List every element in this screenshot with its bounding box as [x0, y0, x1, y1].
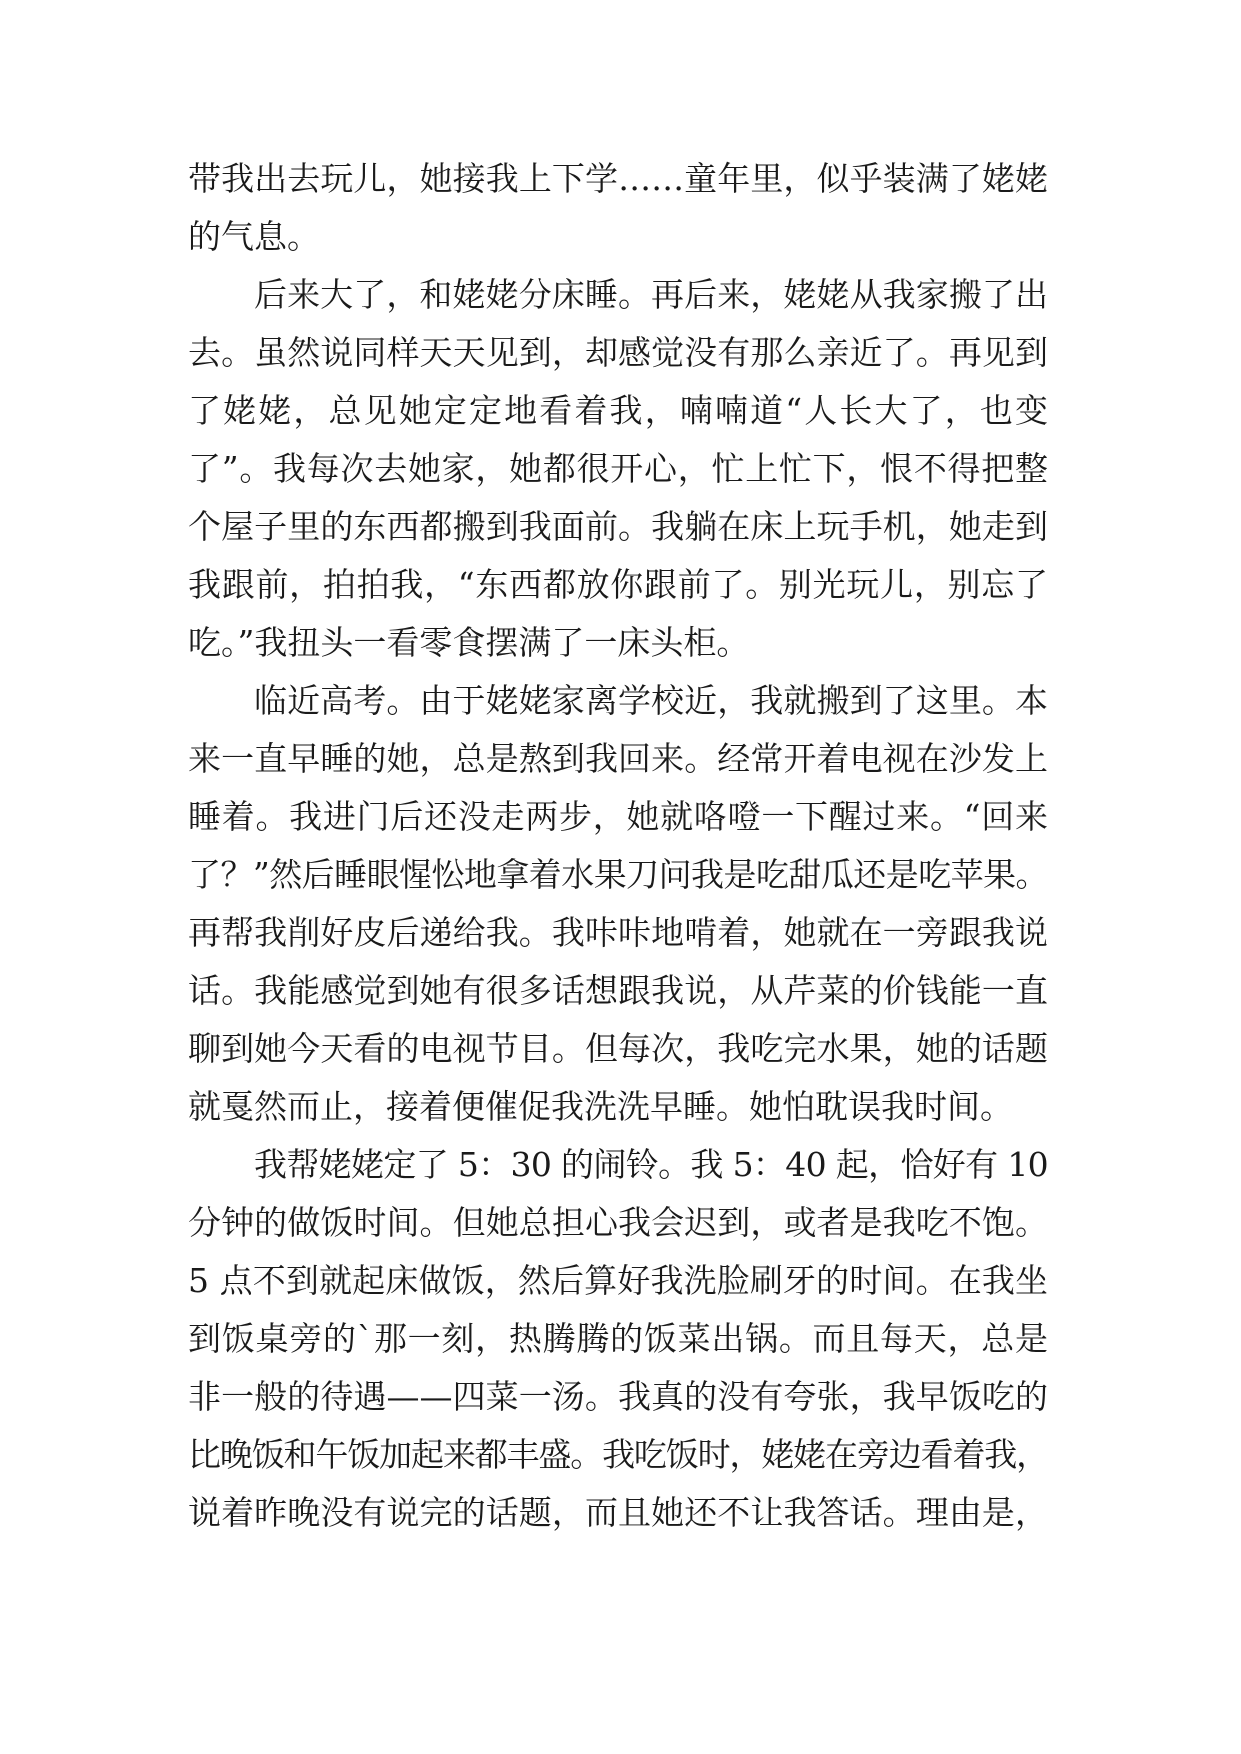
text-line: 说着昨晚没有说完的话题，而且她还不让我答话。理由是， [188, 1493, 1048, 1532]
text-line: 再帮我削好皮后递给我。我咔咔地啃着，她就在一旁跟我说 [188, 913, 1048, 952]
text-line: 到饭桌旁的`那一刻，热腾腾的饭菜出锅。而且每天，总是 [188, 1319, 1048, 1358]
text-line: 分钟的做饭时间。但她总担心我会迟到，或者是我吃不饱。 [188, 1203, 1048, 1242]
text-line: 了姥姥，总见她定定地看着我，喃喃道“人长大了，也变 [188, 391, 1048, 430]
paragraph-first-line: 临近高考。由于姥姥家离学校近，我就搬到了这里。本 [254, 681, 1048, 720]
paragraph-first-line: 后来大了，和姥姥分床睡。再后来，姥姥从我家搬了出 [254, 275, 1048, 314]
text-line: 了？”然后睡眼惺忪地拿着水果刀问我是吃甜瓜还是吃苹果。 [188, 855, 1048, 894]
text-line: 比晚饭和午饭加起来都丰盛。我吃饭时，姥姥在旁边看着我， [188, 1435, 1048, 1474]
text-line: 就戛然而止，接着便催促我洗洗早睡。她怕耽误我时间。 [188, 1087, 1013, 1126]
text-line: 非一般的待遇——四菜一汤。我真的没有夸张，我早饭吃的 [188, 1377, 1048, 1416]
text-line: 我跟前，拍拍我，“东西都放你跟前了。别光玩儿，别忘了 [188, 565, 1048, 604]
text-line: 去。虽然说同样天天见到，却感觉没有那么亲近了。再见到 [188, 333, 1048, 372]
text-line: 带我出去玩儿，她接我上下学……童年里，似乎装满了姥姥 [188, 159, 1048, 198]
text-line: 5 点不到就起床做饭，然后算好我洗脸刷牙的时间。在我坐 [188, 1261, 1048, 1300]
text-line: 的气息。 [188, 217, 320, 256]
paragraph-first-line: 我帮姥姥定了 5：30 的闹铃。我 5：40 起，恰好有 10 [254, 1145, 1048, 1184]
text-line: 了”。我每次去她家，她都很开心，忙上忙下，恨不得把整 [188, 449, 1048, 488]
text-line: 睡着。我进门后还没走两步，她就咯噔一下醒过来。“回来 [188, 797, 1048, 836]
text-line: 来一直早睡的她，总是熬到我回来。经常开着电视在沙发上 [188, 739, 1048, 778]
body-text [188, 150, 1048, 1542]
text-line: 吃。”我扭头一看零食摆满了一床头柜。 [188, 623, 750, 662]
text-line: 个屋子里的东西都搬到我面前。我躺在床上玩手机，她走到 [188, 507, 1048, 546]
text-line: 聊到她今天看的电视节目。但每次，我吃完水果，她的话题 [188, 1029, 1048, 1068]
text-line: 话。我能感觉到她有很多话想跟我说，从芹菜的价钱能一直 [188, 971, 1048, 1010]
